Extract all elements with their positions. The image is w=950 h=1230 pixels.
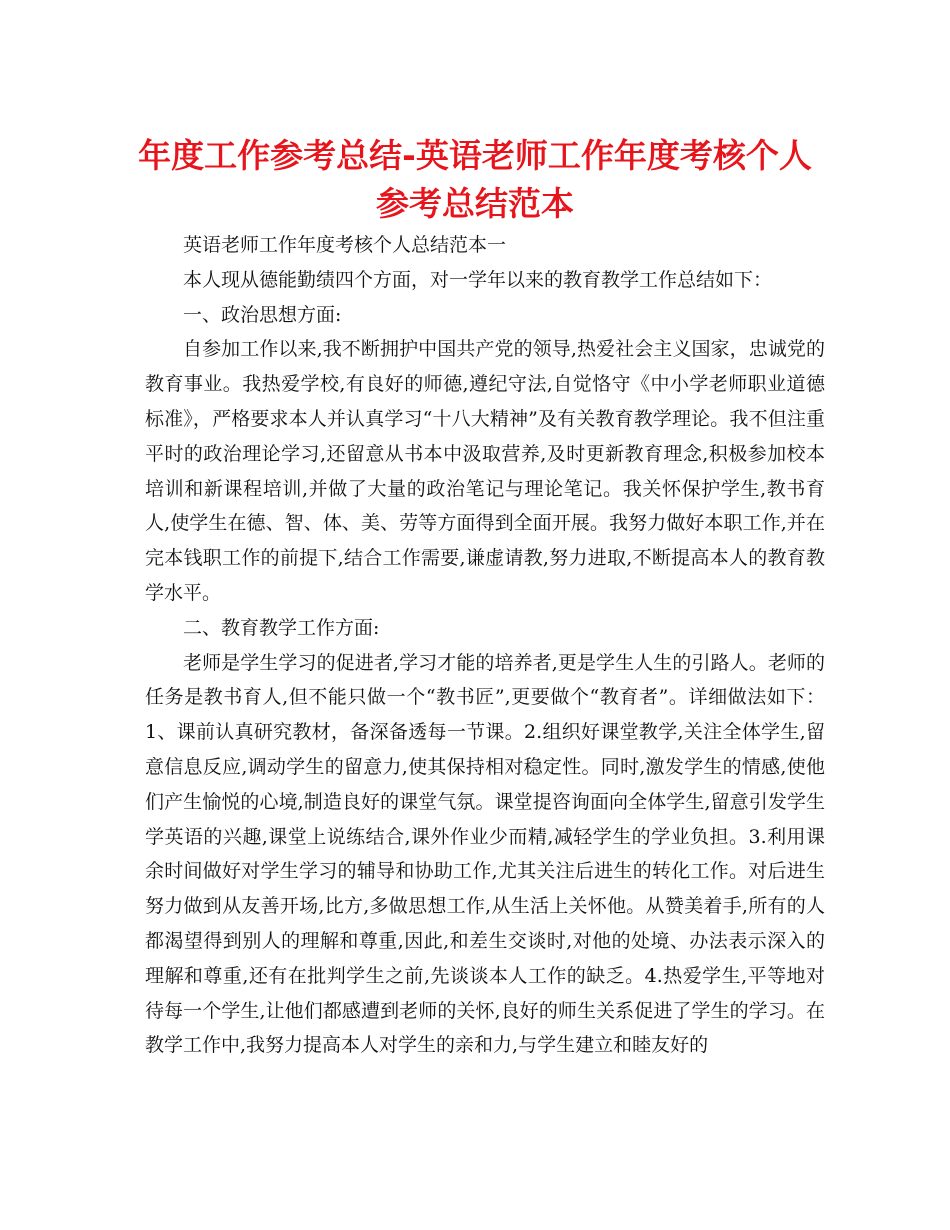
document-title: 年度工作参考总结-英语老师工作年度考核个人参考总结范本	[138, 136, 812, 223]
document-body	[145, 228, 825, 1063]
body-paragraph: 英语老师工作年度考核个人总结范本一	[183, 234, 507, 256]
body-paragraph: 自参加工作以来,我不断拥护中国共产党的领导,热爱社会主义国家，忠诚党的教育事业。我热爱学校,有良好的师德,遵纪守法,自觉恪守《中小学老师职业道德标准》，严格要求本人并认真学习“十八大精神”及有关教育教学理论。我不但注重平时的政治理论学习,还留意从书本中汲取营养,及时更新教育理念,积极参加校本培训和新课程培训,并做了大量的政治笔记与理论笔记。我关怀保护学生,教书育人,使学生在德、智、体、美、劳等方面得到全面开展。我努力做好本职工作,并在完本钱职工作的前提下,结合工作需要,谦虚请教,努力进取,不断提高本人的教育教学水平。	[145, 338, 825, 604]
section-heading: 二、教育教学工作方面:	[183, 616, 380, 639]
body-paragraph: 本人现从德能勤绩四个方面，对一学年以来的教育教学工作总结如下：	[183, 268, 773, 291]
body-paragraph: 老师是学生学习的促进者,学习才能的培养者,更是学生人生的引路人。老师的任务是教书育人,但不能只做一个“教书匠”,更要做个“教育者”。详细做法如下：1、课前认真研究教材，备深备透每一节课。2.组织好课堂教学,关注全体学生,留意信息反应,调动学生的留意力,使其保持相对稳定性。同时,激发学生的情感,使他们产生愉悦的心境,制造良好的课堂气氛。课堂提咨询面向全体学生,留意引发学生学英语的兴趣,课堂上说练结合,课外作业少而精,减轻学生的学业负担。3.利用课余时间做好对学生学习的辅导和协助工作,尤其关注后进生的转化工作。对后进生努力做到从友善开场,比方,多做思想工作,从生活上关怀他。从赞美着手,所有的人都渴望得到别人的理解和尊重,因此,和差生交谈时,对他的处境、办法表示深入的理解和尊重,还有在批判学生之前,先谈谈本人工作的缺乏。4.热爱学生,平等地对待每一个学生,让他们都感遭到老师的关怀,良好的师生关系促进了学生的学习。在教学工作中,我努力提高本人对学生的亲和力,与学生建立和睦友好的	[145, 651, 825, 1057]
section-heading: 一、政治思想方面:	[183, 303, 342, 326]
